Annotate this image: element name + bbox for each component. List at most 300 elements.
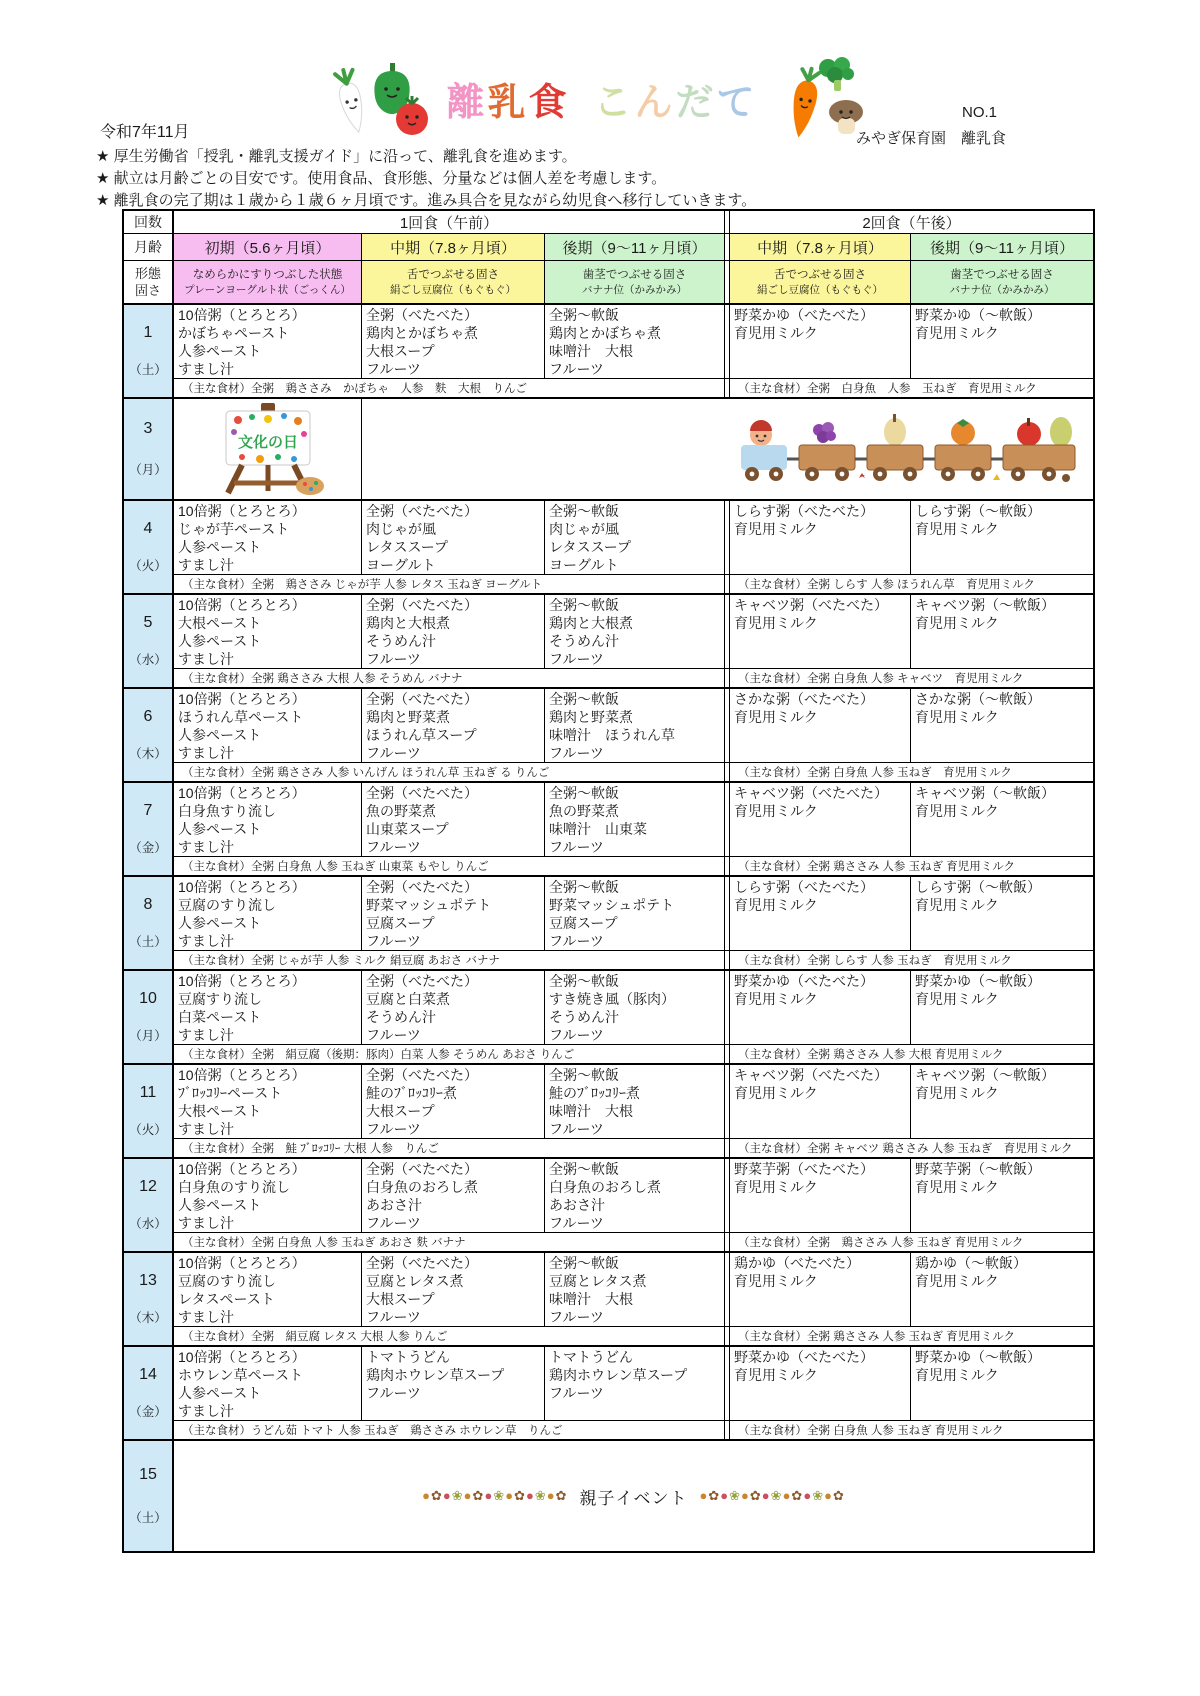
holiday-row: [124, 399, 1093, 501]
menu-item: 人参ペースト: [178, 821, 262, 837]
menu-item: 育児用ミルク: [734, 1367, 818, 1383]
menu-cell-initial: [174, 877, 362, 950]
menu-item: 野菜マッシュポテト: [366, 897, 492, 913]
decor-glyph: ❀: [451, 1488, 464, 1503]
menu-cell-initial: [174, 595, 362, 668]
menu-item: 野菜芋粥（～軟飯）: [915, 1161, 1041, 1177]
menu-item: 鶏かゆ（～軟飯）: [915, 1255, 1027, 1271]
menu-row: [174, 1159, 1093, 1233]
ingredients-am: （主な食材）全粥 絹豆腐（後期：豚肉）白菜 人参 そうめん あおさ りんご: [182, 1049, 575, 1061]
menu-cell-mid-pm: [730, 595, 911, 668]
ingredients-am: （主な食材）全粥 白身魚 人参 玉ねぎ 山東菜 もやし りんご: [182, 861, 489, 873]
menu-item: 鶏かゆ（べたべた）: [734, 1255, 860, 1271]
menu-cell-initial: [174, 689, 362, 762]
menu-item: 全粥（べたべた）: [366, 503, 478, 519]
ingredients-am: （主な食材）全粥 鶏ささみ 大根 人参 そうめん バナナ: [182, 673, 463, 685]
menu-row: [174, 305, 1093, 379]
fruit-train-illustration: [731, 410, 1083, 488]
title-char: 乳: [487, 81, 529, 124]
menu-item: すまし汁: [178, 1121, 234, 1137]
header-morning-group: 1回食（午前）: [399, 214, 499, 232]
menu-item: ほうれん草スープ: [366, 727, 477, 743]
day-weekday: （火）: [129, 1123, 167, 1138]
menu-cell-late-pm: [911, 1347, 1093, 1420]
menu-cell-late-am: [545, 689, 724, 762]
menu-item: フルーツ: [366, 839, 421, 855]
organization: みやぎ保育園 離乳食: [856, 130, 1007, 147]
day-row: [124, 595, 1093, 689]
menu-cell-mid-pm: [730, 1347, 911, 1420]
holiday-train-cell: [362, 399, 1093, 499]
menu-item: 10倍粥（とろとろ）: [178, 307, 306, 323]
menu-item: さかな粥（～軟飯）: [915, 691, 1041, 707]
menu-item: 人参ペースト: [178, 539, 262, 555]
day-main: [174, 783, 1093, 875]
menu-item: フルーツ: [549, 1309, 604, 1325]
menu-row: [174, 595, 1093, 669]
day-weekday: （土）: [129, 363, 167, 378]
menu-item: すまし汁: [178, 557, 234, 573]
day-cell: [124, 783, 174, 875]
menu-item: 育児用ミルク: [915, 325, 999, 341]
menu-cell-initial: [174, 305, 362, 378]
day-number: 14: [139, 1365, 157, 1383]
holiday-content: [174, 399, 1093, 499]
menu-item: キャベツ粥（べたべた）: [734, 785, 888, 801]
day-number: 1: [143, 323, 153, 341]
menu-item: 人参ペースト: [178, 343, 262, 359]
menu-item: 全粥（べたべた）: [366, 307, 478, 323]
menu-item: 人参ペースト: [178, 727, 262, 743]
menu-item: 肉じゃが風: [366, 521, 436, 537]
menu-item: あおさ汁: [549, 1197, 605, 1213]
table-body: [124, 305, 1093, 1551]
ingredients-row: [174, 1327, 1093, 1345]
day-row: [124, 1347, 1093, 1441]
menu-item: フルーツ: [549, 651, 604, 667]
day-weekday: （土）: [129, 1511, 167, 1526]
menu-item: 豆腐すり流し: [178, 991, 262, 1007]
menu-item: 全粥（べたべた）: [366, 691, 478, 707]
menu-row: [174, 1065, 1093, 1139]
day-number: 15: [139, 1465, 157, 1483]
menu-item: 大根スープ: [366, 1291, 435, 1307]
day-cell: [124, 1347, 174, 1439]
decor-glyph: ●: [782, 1488, 792, 1503]
menu-item: 魚の野菜煮: [549, 803, 619, 819]
menu-item: フルーツ: [366, 361, 421, 377]
day-weekday: （月）: [129, 1029, 167, 1044]
stage-label-mid-am: 中期（7.8ヶ月頃）: [362, 234, 545, 260]
menu-item: 全粥（べたべた）: [366, 597, 478, 613]
menu-item: そうめん汁: [366, 1009, 436, 1025]
menu-item: フルーツ: [549, 1027, 604, 1043]
menu-item: しらす粥（～軟飯）: [915, 879, 1041, 895]
menu-item: 鶏肉と大根煮: [549, 615, 633, 631]
menu-item: 育児用ミルク: [915, 897, 999, 913]
ingredients-am: （主な食材）全粥 白身魚 人参 玉ねぎ あおさ 麩 バナナ: [182, 1237, 466, 1249]
menu-item: 全粥（べたべた）: [366, 1161, 478, 1177]
menu-cell-late-pm: [911, 501, 1093, 574]
menu-item: 育児用ミルク: [734, 1179, 818, 1195]
menu-item: 豆腐とレタス煮: [366, 1273, 464, 1289]
menu-item: 人参ペースト: [178, 1385, 262, 1401]
day-row: [124, 1065, 1093, 1159]
menu-item: しらす粥（べたべた）: [734, 879, 874, 895]
menu-item: フルーツ: [366, 745, 421, 761]
ingredients-am: （主な食材）全粥 鶏ささみ かぼちゃ 人参 麩 大根 りんご: [182, 383, 527, 395]
ingredients-am: （主な食材）全粥 じゃが芋 人参 ミルク 絹豆腐 あおさ バナナ: [182, 955, 500, 967]
menu-item: 育児用ミルク: [915, 1179, 999, 1195]
day-weekday: （月）: [129, 462, 167, 477]
stage-label-initial: 初期（5.6ヶ月頃）: [174, 234, 362, 260]
menu-item: 白菜ペースト: [178, 1009, 262, 1025]
menu-item: 全粥（べたべた）: [366, 1255, 478, 1271]
menu-cell-initial: [174, 501, 362, 574]
menu-cell-late-am: [545, 1347, 724, 1420]
day-main: [174, 1159, 1093, 1251]
menu-item: フルーツ: [366, 1215, 421, 1231]
hardness-label: 固さ: [134, 283, 161, 298]
menu-item: フルーツ: [549, 933, 604, 949]
day-cell: [124, 971, 174, 1063]
menu-cell-mid-am: [362, 1347, 545, 1420]
menu-cell-late-am: [545, 305, 724, 378]
menu-item: フルーツ: [366, 1121, 421, 1137]
decor-glyph: ✿: [555, 1488, 568, 1503]
menu-item: 鶏肉と野菜煮: [366, 709, 450, 725]
day-main: [174, 305, 1093, 397]
title-char: て: [716, 81, 758, 124]
menu-item: フルーツ: [549, 839, 604, 855]
menu-item: フルーツ: [549, 745, 604, 761]
menu-item: 豆腐スープ: [549, 915, 618, 931]
menu-cell-late-pm: [911, 595, 1093, 668]
page-title: [446, 71, 757, 126]
menu-item: フルーツ: [366, 1309, 421, 1325]
title-char: こ: [593, 81, 635, 124]
day-cell: [124, 877, 174, 969]
note-line: ★ 厚生労働省「授乳・離乳支援ガイド」に沿って、離乳食を進めます。: [96, 148, 577, 165]
day-weekday: （火）: [129, 559, 167, 574]
vegetables-left-icon: [328, 59, 432, 137]
ingredients-row: [174, 763, 1093, 781]
header-form-label: [124, 261, 174, 303]
menu-item: 大根ペースト: [178, 1103, 262, 1119]
day-cell: [124, 305, 174, 397]
menu-cell-initial: [174, 1347, 362, 1420]
menu-item: 全粥～軟飯: [549, 691, 619, 707]
menu-item: 育児用ミルク: [734, 1085, 818, 1101]
ingredients-row: [174, 379, 1093, 397]
menu-item: ヨーグルト: [366, 557, 436, 573]
day-number: 8: [143, 895, 153, 913]
day-number: 10: [139, 989, 157, 1007]
menu-item: 白身魚のおろし煮: [549, 1179, 661, 1195]
menu-item: 大根スープ: [366, 1103, 435, 1119]
menu-cell-late-am: [545, 877, 724, 950]
title-char: 離: [446, 81, 488, 124]
ingredients-pm: （主な食材）全粥 鶏ささみ 人参 玉ねぎ 育児用ミルク: [738, 861, 1016, 873]
day-weekday: （木）: [129, 747, 167, 762]
decor-glyph: ❀: [493, 1488, 506, 1503]
menu-item: 大根ペースト: [178, 615, 262, 631]
day-weekday: （金）: [129, 1405, 167, 1420]
menu-item: すまし汁: [178, 361, 234, 377]
day-number: 13: [139, 1271, 157, 1289]
menu-item: さかな粥（べたべた）: [734, 691, 874, 707]
culture-day-easel-illustration: [208, 402, 328, 496]
header-age-label: 月齢: [124, 234, 174, 260]
menu-item: 鶏肉とかぼちゃ煮: [366, 325, 478, 341]
day-main: [174, 1065, 1093, 1157]
day-cell: [124, 399, 174, 499]
stage-form-initial: なめらかにすりつぶした状態 プレーンヨーグルト状（ごっくん）: [174, 261, 362, 303]
menu-row: [174, 783, 1093, 857]
menu-cell-mid-pm: [730, 501, 911, 574]
title-char: だ: [675, 81, 717, 124]
menu-item: ホウレン草ペースト: [178, 1367, 303, 1383]
menu-cell-initial: [174, 971, 362, 1044]
menu-item: そうめん汁: [366, 633, 436, 649]
menu-item: 10倍粥（とろとろ）: [178, 691, 306, 707]
menu-row: [174, 1347, 1093, 1421]
menu-item: 全粥～軟飯: [549, 1161, 619, 1177]
menu-item: 豆腐のすり流し: [178, 897, 276, 913]
title-word-rinyushoku: [446, 71, 569, 126]
menu-item: ヨーグルト: [549, 557, 619, 573]
stage-label-late-pm: 後期（9～11ヶ月頃）: [911, 234, 1093, 260]
menu-item: 白身魚のすり流し: [178, 1179, 290, 1195]
menu-item: 10倍粥（とろとろ）: [178, 785, 306, 801]
menu-item: ﾌﾞﾛｯｺﾘｰペースト: [178, 1085, 283, 1101]
decor-glyph: ✿: [514, 1488, 526, 1503]
menu-cell-late-pm: [911, 783, 1093, 856]
menu-item: トマトうどん: [549, 1349, 633, 1365]
menu-item: 育児用ミルク: [734, 1273, 818, 1289]
day-row: [124, 1159, 1093, 1253]
menu-item: 育児用ミルク: [734, 991, 818, 1007]
menu-item: 豆腐スープ: [366, 915, 435, 931]
menu-cell-late-pm: [911, 689, 1093, 762]
menu-row: [174, 501, 1093, 575]
menu-item: フルーツ: [366, 1385, 421, 1401]
day-cell: [124, 595, 174, 687]
day-row: [124, 971, 1093, 1065]
day-number: 5: [143, 613, 153, 631]
menu-item: あおさ汁: [366, 1197, 422, 1213]
day-cell: [124, 1065, 174, 1157]
decor-glyph: ●: [546, 1488, 556, 1503]
menu-cell-late-pm: [911, 971, 1093, 1044]
menu-cell-late-am: [545, 1159, 724, 1232]
menu-item: フルーツ: [366, 1027, 421, 1043]
menu-item: ほうれん草ペースト: [178, 709, 304, 725]
decor-glyph: ●: [824, 1488, 833, 1503]
menu-item: 育児用ミルク: [915, 991, 999, 1007]
menu-item: 全粥～軟飯: [549, 307, 619, 323]
menu-table: [122, 209, 1095, 1553]
menu-item: 味噌汁 大根: [549, 1291, 633, 1307]
menu-row: [174, 971, 1093, 1045]
menu-item: しらす粥（～軟飯）: [915, 503, 1041, 519]
header-count-label: 回数: [124, 211, 174, 233]
menu-item: 味噌汁 山東菜: [549, 821, 647, 837]
menu-cell-mid-pm: [730, 783, 911, 856]
menu-item: すまし汁: [178, 933, 234, 949]
menu-item: キャベツ粥（べたべた）: [734, 597, 888, 613]
menu-item: キャベツ粥（～軟飯）: [915, 785, 1055, 801]
menu-item: 全粥（べたべた）: [366, 973, 478, 989]
day-main: [174, 1347, 1093, 1439]
menu-row: [174, 1253, 1093, 1327]
menu-item: 10倍粥（とろとろ）: [178, 597, 306, 613]
menu-item: 育児用ミルク: [915, 1367, 999, 1383]
stage-form-late-pm: 歯茎でつぶせる固さ バナナ位（かみかみ）: [911, 261, 1093, 303]
menu-item: キャベツ粥（べたべた）: [734, 1067, 888, 1083]
menu-cell-mid-am: [362, 783, 545, 856]
menu-cell-mid-pm: [730, 877, 911, 950]
menu-item: 全粥（べたべた）: [366, 879, 478, 895]
menu-item: 人参ペースト: [178, 633, 262, 649]
menu-cell-late-pm: [911, 1065, 1093, 1138]
stage-form-mid-pm: 舌でつぶせる固さ 絹ごし豆腐位（もぐもぐ）: [730, 261, 911, 303]
day-number: 6: [143, 707, 153, 725]
menu-item: すまし汁: [178, 1309, 234, 1325]
menu-cell-late-am: [545, 1065, 724, 1138]
menu-item: 味噌汁 ほうれん草: [549, 727, 675, 743]
menu-item: すまし汁: [178, 651, 234, 667]
menu-item: フルーツ: [549, 1215, 604, 1231]
menu-cell-late-pm: [911, 877, 1093, 950]
day-main: [174, 501, 1093, 593]
ingredients-row: [174, 1421, 1093, 1439]
ingredients-pm: （主な食材）全粥 白身魚 人参 キャベツ 育児用ミルク: [738, 673, 1024, 685]
decor-glyph: ●: [442, 1488, 452, 1503]
menu-item: トマトうどん: [366, 1349, 450, 1365]
menu-item: 鮭のﾌﾞﾛｯｺﾘｰ煮: [549, 1085, 640, 1101]
day-cell: [124, 1441, 174, 1551]
decor-glyph: ✿: [472, 1488, 485, 1503]
ingredients-pm: （主な食材）全粥 白身魚 人参 玉ねぎ 育児用ミルク: [738, 767, 1012, 779]
menu-cell-mid-am: [362, 595, 545, 668]
decor-glyph: ✿: [431, 1488, 443, 1503]
menu-cell-mid-am: [362, 877, 545, 950]
note-line: ★ 離乳食の完了期は１歳から１歳６ヶ月頃です。進み具合を見ながら幼児食へ移行していきます。: [96, 192, 757, 209]
menu-item: 野菜マッシュポテト: [549, 897, 675, 913]
day-row: [124, 783, 1093, 877]
menu-cell-late-pm: [911, 1159, 1093, 1232]
ingredients-row: [174, 951, 1093, 969]
menu-cell-late-am: [545, 1253, 724, 1326]
menu-item: フルーツ: [366, 933, 421, 949]
menu-item: 育児用ミルク: [915, 1273, 999, 1289]
menu-cell-mid-am: [362, 1159, 545, 1232]
event-decor: [422, 1488, 567, 1504]
menu-cell-mid-pm: [730, 689, 911, 762]
menu-cell-mid-am: [362, 1253, 545, 1326]
menu-cell-mid-am: [362, 689, 545, 762]
menu-item: 全粥～軟飯: [549, 785, 619, 801]
decor-glyph: ●: [761, 1488, 771, 1503]
decor-glyph: ✿: [791, 1488, 804, 1503]
menu-item: 育児用ミルク: [734, 325, 818, 341]
menu-item: 10倍粥（とろとろ）: [178, 1161, 306, 1177]
stage-form-mid-am: 舌でつぶせる固さ 絹ごし豆腐位（もぐもぐ）: [362, 261, 545, 303]
menu-item: 鶏肉と野菜煮: [549, 709, 633, 725]
menu-item: 人参ペースト: [178, 1197, 262, 1213]
ingredients-row: [174, 669, 1093, 687]
menu-item: 育児用ミルク: [915, 615, 999, 631]
header-count-row: [124, 211, 1093, 234]
stage-form-late-am: 歯茎でつぶせる固さ バナナ位（かみかみ）: [545, 261, 724, 303]
menu-cell-late-am: [545, 971, 724, 1044]
header-form-row: [124, 261, 1093, 305]
event-label: 親子イベント: [579, 1488, 688, 1508]
menu-item: レタススープ: [549, 539, 632, 555]
menu-item: 10倍粥（とろとろ）: [178, 1349, 306, 1365]
menu-item: 野菜かゆ（～軟飯）: [915, 1349, 1041, 1365]
menu-item: 全粥～軟飯: [549, 973, 619, 989]
menu-item: 豆腐とレタス煮: [549, 1273, 647, 1289]
menu-item: すまし汁: [178, 1403, 234, 1419]
menu-item: 育児用ミルク: [734, 803, 818, 819]
ingredients-am: （主な食材）全粥 鶏ささみ じゃが芋 人参 レタス 玉ねぎ ヨーグルト: [182, 579, 543, 591]
menu-item: フルーツ: [549, 361, 604, 377]
menu-item: 10倍粥（とろとろ）: [178, 1067, 306, 1083]
menu-item: 人参ペースト: [178, 915, 262, 931]
menu-cell-late-am: [545, 501, 724, 574]
ingredients-pm: （主な食材）全粥 キャベツ 鶏ささみ 人参 玉ねぎ 育児用ミルク: [738, 1143, 1073, 1155]
ingredients-pm: （主な食材）全粥 白身魚 人参 玉ねぎ 育児用ミルク: [738, 1425, 1004, 1437]
ingredients-row: [174, 575, 1093, 593]
ingredients-row: [174, 1233, 1093, 1251]
menu-item: 鶏肉ホウレン草スープ: [549, 1367, 688, 1383]
day-row: [124, 501, 1093, 595]
decor-glyph: ●: [741, 1488, 750, 1503]
menu-item: じゃが芋ペースト: [178, 521, 290, 537]
menu-item: 全粥～軟飯: [549, 503, 619, 519]
menu-item: キャベツ粥（～軟飯）: [915, 1067, 1055, 1083]
decor-glyph: ●: [463, 1488, 473, 1503]
day-weekday: （水）: [129, 1217, 167, 1232]
menu-item: 鶏肉とかぼちゃ煮: [549, 325, 661, 341]
day-cell: [124, 1253, 174, 1345]
holiday-easel-cell: [174, 399, 362, 499]
menu-item: 味噌汁 大根: [549, 343, 633, 359]
ingredients-row: [174, 857, 1093, 875]
decor-glyph: ●: [422, 1488, 431, 1503]
menu-item: キャベツ粥（～軟飯）: [915, 597, 1055, 613]
day-weekday: （水）: [129, 653, 167, 668]
menu-item: フルーツ: [549, 1121, 604, 1137]
menu-item: 10倍粥（とろとろ）: [178, 503, 306, 519]
menu-cell-initial: [174, 783, 362, 856]
menu-cell-mid-pm: [730, 1065, 911, 1138]
notes: [96, 146, 756, 212]
menu-item: 豆腐のすり流し: [178, 1273, 276, 1289]
day-main: [174, 971, 1093, 1063]
menu-item: 野菜かゆ（～軟飯）: [915, 307, 1041, 323]
menu-item: 野菜かゆ（べたべた）: [734, 307, 874, 323]
menu-cell-mid-am: [362, 971, 545, 1044]
menu-cell-mid-pm: [730, 971, 911, 1044]
menu-item: 育児用ミルク: [915, 1085, 999, 1101]
decor-glyph: ❀: [534, 1488, 547, 1503]
menu-item: そうめん汁: [549, 1009, 619, 1025]
menu-item: 豆腐と白菜煮: [366, 991, 450, 1007]
title-word-kondate: [593, 71, 757, 126]
